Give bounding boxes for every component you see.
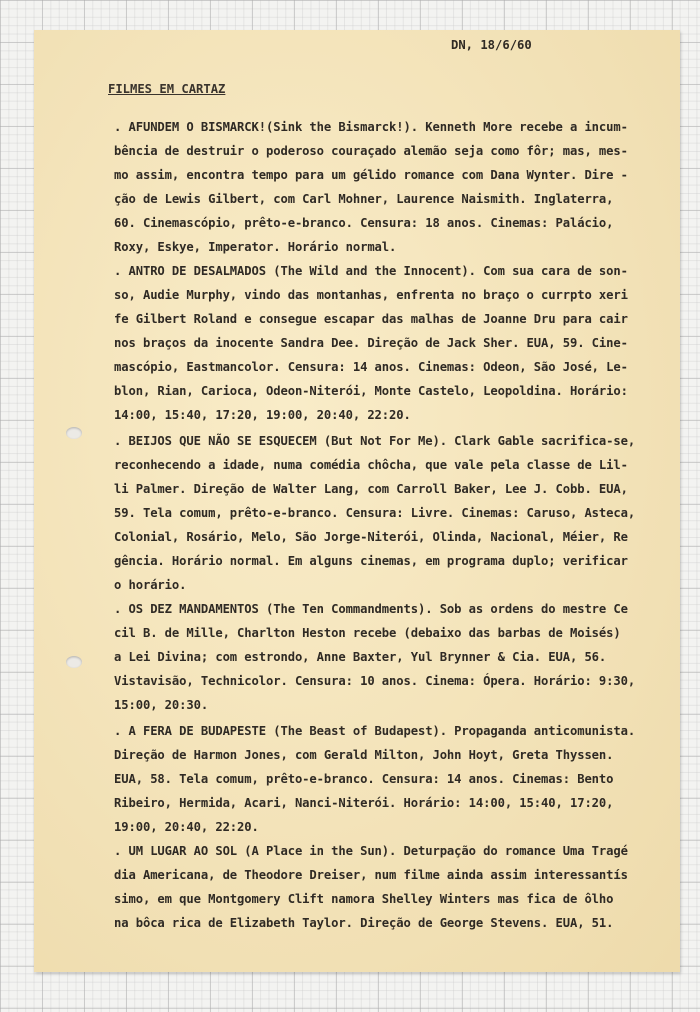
text-line: Roxy, Eskye, Imperator. Horário normal. <box>114 240 397 254</box>
text-line: 19:00, 20:40, 22:20. <box>114 820 259 834</box>
dateline: DN, 18/6/60 <box>451 38 532 52</box>
text-line: li Palmer. Direção de Walter Lang, com Carroll Baker, Lee J. Cobb. EUA, <box>114 482 628 496</box>
page-title: FILMES EM CARTAZ <box>108 82 226 96</box>
text-line: . ANTRO DE DESALMADOS (The Wild and the Innocent). Com sua cara de son- <box>114 264 628 278</box>
text-line: mo assim, encontra tempo para um gélido romance com Dana Wynter. Dire - <box>114 168 628 182</box>
text-line: nos braços da inocente Sandra Dee. Direção de Jack Sher. EUA, 59. Cine- <box>114 336 628 350</box>
text-line: dia Americana, de Theodore Dreiser, num filme ainda assim interessantís <box>114 868 628 882</box>
text-line: gência. Horário normal. Em alguns cinemas, em programa duplo; verificar <box>114 554 628 568</box>
text-line: na bôca rica de Elizabeth Taylor. Direção de George Stevens. EUA, 51. <box>114 916 614 930</box>
text-line: ção de Lewis Gilbert, com Carl Mohner, Laurence Naismith. Inglaterra, <box>114 192 614 206</box>
text-line: Colonial, Rosário, Melo, São Jorge-Niterói, Olinda, Nacional, Méier, Re <box>114 530 628 544</box>
text-line: so, Audie Murphy, vindo das montanhas, enfrenta no braço o currpto xeri <box>114 288 628 302</box>
text-line: cil B. de Mille, Charlton Heston recebe (debaixo das barbas de Moisés) <box>114 626 621 640</box>
text-line: Vistavisão, Technicolor. Censura: 10 anos. Cinema: Ópera. Horário: 9:30, <box>114 674 636 688</box>
text-line: a Lei Divina; com estrondo, Anne Baxter, Yul Brynner & Cia. EUA, 56. <box>114 650 607 664</box>
text-line: . UM LUGAR AO SOL (A Place in the Sun). Deturpação do romance Uma Tragé <box>114 844 628 858</box>
text-line: 14:00, 15:40, 17:20, 19:00, 20:40, 22:20. <box>114 408 411 422</box>
text-line: . A FERA DE BUDAPESTE (The Beast of Budapest). Propaganda anticomunista. <box>114 724 636 738</box>
text-line: fe Gilbert Roland e consegue escapar das malhas de Joanne Dru para cair <box>114 312 628 326</box>
text-line: blon, Rian, Carioca, Odeon-Niterói, Monte Castelo, Leopoldina. Horário: <box>114 384 628 398</box>
text-line: . OS DEZ MANDAMENTOS (The Ten Commandments). Sob as ordens do mestre Ce <box>114 602 628 616</box>
punch-hole <box>66 656 82 668</box>
text-line: Direção de Harmon Jones, com Gerald Milton, John Hoyt, Greta Thyssen. <box>114 748 614 762</box>
text-line: 60. Cinemascópio, prêto-e-branco. Censura: 18 anos. Cinemas: Palácio, <box>114 216 614 230</box>
text-line: Ribeiro, Hermida, Acari, Nanci-Niterói. Horário: 14:00, 15:40, 17:20, <box>114 796 614 810</box>
text-line: 15:00, 20:30. <box>114 698 209 712</box>
text-line: . BEIJOS QUE NÃO SE ESQUECEM (But Not For Me). Clark Gable sacrifica-se, <box>114 434 636 448</box>
text-line: . AFUNDEM O BISMARCK!(Sink the Bismarck!). Kenneth More recebe a incum- <box>114 120 628 134</box>
text-line: mascópio, Eastmancolor. Censura: 14 anos. Cinemas: Odeon, São José, Le- <box>114 360 628 374</box>
text-line: simo, em que Montgomery Clift namora Shelley Winters mas fica de ôlho <box>114 892 614 906</box>
text-line: bência de destruir o poderoso couraçado alemão seja como fôr; mas, mes- <box>114 144 628 158</box>
text-line: 59. Tela comum, prêto-e-branco. Censura: Livre. Cinemas: Caruso, Asteca, <box>114 506 636 520</box>
text-line: o horário. <box>114 578 187 592</box>
punch-hole <box>66 427 82 439</box>
text-line: reconhecendo a idade, numa comédia chôcha, que vale pela classe de Lil- <box>114 458 628 472</box>
text-line: EUA, 58. Tela comum, prêto-e-branco. Censura: 14 anos. Cinemas: Bento <box>114 772 614 786</box>
